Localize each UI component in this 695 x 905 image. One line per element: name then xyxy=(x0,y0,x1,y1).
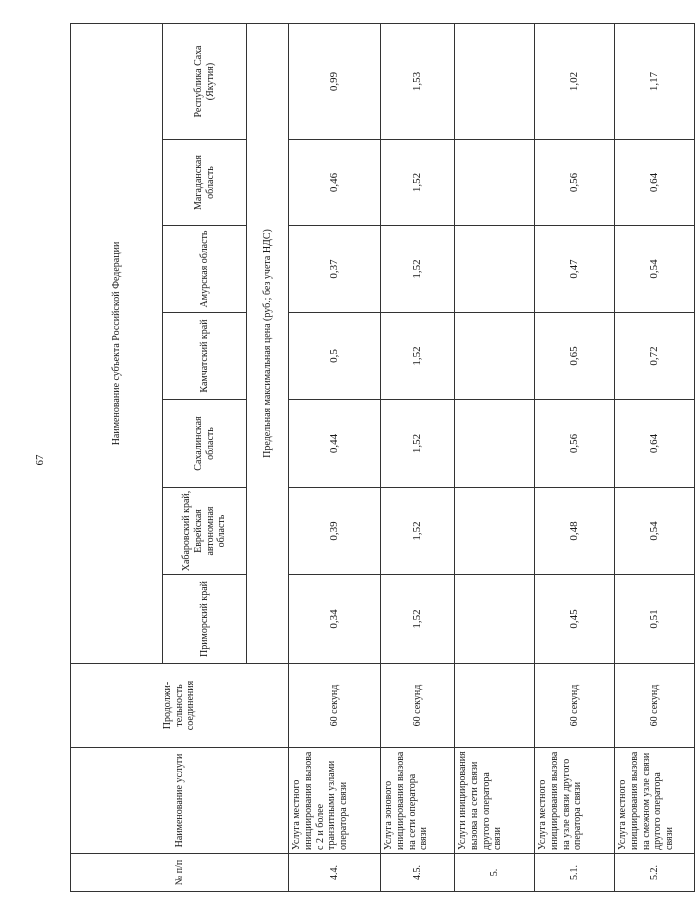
row-service: Услуги инициирования вызова на сети связи другого оператора связи xyxy=(455,748,535,854)
table-row xyxy=(289,23,381,891)
row-duration: 60 секунд xyxy=(381,664,455,748)
price-cell: 0,37 xyxy=(289,226,381,313)
row-num: 4.5. xyxy=(381,854,455,892)
price-cell: 1,52 xyxy=(381,226,455,313)
price-cell xyxy=(455,140,535,226)
price-cell: 0,46 xyxy=(289,140,381,226)
header-num: № п/п xyxy=(71,854,289,892)
row-service: Услуга местного инициирования вызова на смежном узле связи другого оператора связи xyxy=(615,748,695,854)
price-cell: 0,47 xyxy=(535,226,615,313)
row-num: 4.4. xyxy=(289,854,381,892)
header-duration: Продолжи-тельность соединения xyxy=(71,664,289,748)
row-service: Услуга местного инициирования вызова на узле связи другого оператора связи xyxy=(535,748,615,854)
price-cell xyxy=(455,575,535,664)
price-cell: 0,64 xyxy=(615,140,695,226)
price-cell: 0,54 xyxy=(615,488,695,575)
price-cell: 0,65 xyxy=(535,313,615,400)
row-duration: 60 секунд xyxy=(289,664,381,748)
price-cell: 0,56 xyxy=(535,400,615,488)
header-region: Республика Саха (Якутия) xyxy=(163,23,247,139)
row-service: Услуга местного инициирования вызова с 2 и более транзитными узлами оператора связи xyxy=(289,748,381,854)
price-cell: 0,99 xyxy=(289,23,381,139)
header-region: Сахалинская область xyxy=(163,400,247,488)
header-service: Наименование услуги xyxy=(71,748,289,854)
table-row xyxy=(455,23,535,891)
header-region: Приморский край xyxy=(163,575,247,664)
price-cell: 0,45 xyxy=(535,575,615,664)
price-cell xyxy=(455,23,535,139)
price-cell: 1,02 xyxy=(535,23,615,139)
header-subject-group: Наименование субъекта Российской Федерации xyxy=(71,23,163,663)
price-cell: 0,48 xyxy=(535,488,615,575)
table-row xyxy=(535,23,615,891)
price-cell: 1,52 xyxy=(381,400,455,488)
price-cell xyxy=(455,400,535,488)
price-cell: 0,34 xyxy=(289,575,381,664)
table-row xyxy=(615,23,695,891)
price-cell: 1,53 xyxy=(381,23,455,139)
row-duration: 60 секунд xyxy=(535,664,615,748)
price-cell: 1,52 xyxy=(381,140,455,226)
price-cell: 0,44 xyxy=(289,400,381,488)
price-cell: 0,56 xyxy=(535,140,615,226)
header-region: Амурская область xyxy=(163,226,247,313)
tariff-table xyxy=(70,23,695,892)
price-cell: 0,5 xyxy=(289,313,381,400)
price-cell: 1,52 xyxy=(381,488,455,575)
header-region: Камчатский край xyxy=(163,313,247,400)
price-cell: 0,39 xyxy=(289,488,381,575)
price-cell: 1,17 xyxy=(615,23,695,139)
price-cell: 0,51 xyxy=(615,575,695,664)
price-cell: 0,72 xyxy=(615,313,695,400)
header-region: Магаданская область xyxy=(163,140,247,226)
price-cell xyxy=(455,313,535,400)
row-duration xyxy=(455,664,535,748)
table-row xyxy=(381,23,455,891)
rotated-table-wrapper xyxy=(70,24,676,892)
row-service: Услуга зонового инициирования вызова на сети оператора связи xyxy=(381,748,455,854)
row-num: 5.2. xyxy=(615,854,695,892)
price-cell: 1,52 xyxy=(381,575,455,664)
price-cell: 1,52 xyxy=(381,313,455,400)
row-num: 5.1. xyxy=(535,854,615,892)
price-cell: 0,64 xyxy=(615,400,695,488)
row-num: 5. xyxy=(455,854,535,892)
row-duration: 60 секунд xyxy=(615,664,695,748)
price-cell xyxy=(455,226,535,313)
price-cell: 0,54 xyxy=(615,226,695,313)
header-price-note: Предельная максимальная цена (руб.; без учета НДС) xyxy=(247,23,289,663)
header-region: Хабаровский край, Еврейская автономная область xyxy=(163,488,247,575)
page-number: 67 xyxy=(34,454,46,466)
price-cell xyxy=(455,488,535,575)
